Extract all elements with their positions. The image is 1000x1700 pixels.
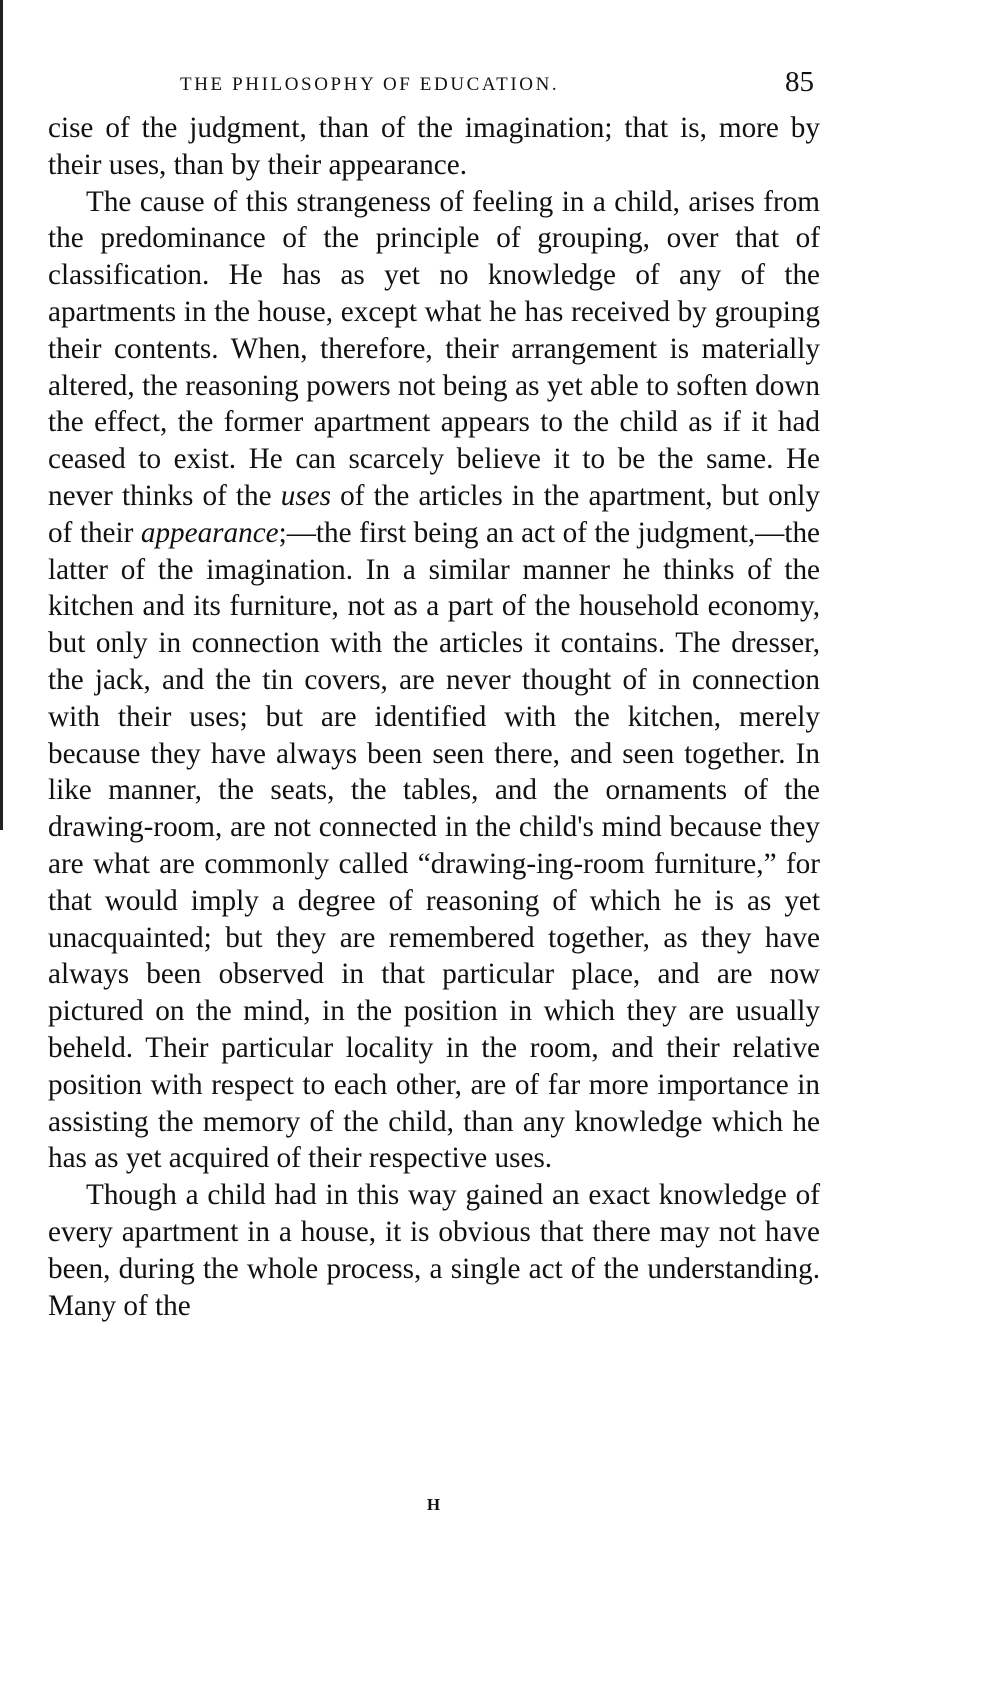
italic-word-appearance: appearance: [140, 516, 279, 549]
page-number: 85: [785, 66, 814, 98]
paragraph-text-segment: of the articles in the apartment, but only of their: [48, 479, 820, 549]
running-head: [48, 62, 820, 110]
paragraph-understanding: Though a child had in this way gained an exact knowledge of every apartment in a house, it is obvious that there may not have been, during the whole process, a single act of the understanding. Many of the: [48, 1179, 820, 1322]
italic-word-uses: uses: [280, 479, 332, 512]
paragraph-text-segment: ;—the first being an act of the judgment,—the latter of the imagination. In a similar manner he thinks of the kitchen and its furniture, not as a part of the household economy, but only in connection with the articles it contains. The dresser, the jack, and the tin covers, are never thought of in connection with their uses; but are identified with the kitchen, merely because they have always been seen there, and seen together. In like manner, the seats, the tables, and the ornaments of the drawing-room, are not connected in the child's mind because they are what are commonly called “drawing-ing-room furniture,” for that would imply a degree of reasoning of which he is as yet unacquainted; but they are remembered together, as they have always been observed in that particular place, and are now pictured on the mind, in the position in which they are usually beheld. Their particular locality in the room, and their relative position with respect to each other, are of far more importance in assisting the memory of the child, than any knowledge which he has as yet acquired of their respective uses.: [48, 516, 820, 1175]
body-text: [48, 110, 820, 1324]
running-title: THE PHILOSOPHY OF EDUCATION.: [180, 74, 560, 95]
paragraph-strangeness-of-feeling: [48, 184, 820, 1178]
book-page: [48, 62, 820, 1514]
paragraph-continuation: cise of the judgment, than of the imagination; that is, more by their uses, than by their appearance.: [48, 112, 820, 181]
signature-mark: H: [426, 1495, 442, 1514]
page-edge-rule: [0, 0, 3, 830]
paragraph-text-segment: The cause of this strangeness of feeling in a child, arises from the predominance of the principle of grouping, over that of classification. He has as yet no knowledge of any of the apartments in the house, except what he has received by grouping their contents. When, therefore, their arrangement is materially altered, the reasoning powers not being as yet able to soften down the effect, the former apartment appears to the child as if it had ceased to exist. He can scarcely believe it to be the same. He never thinks of the: [48, 185, 820, 512]
